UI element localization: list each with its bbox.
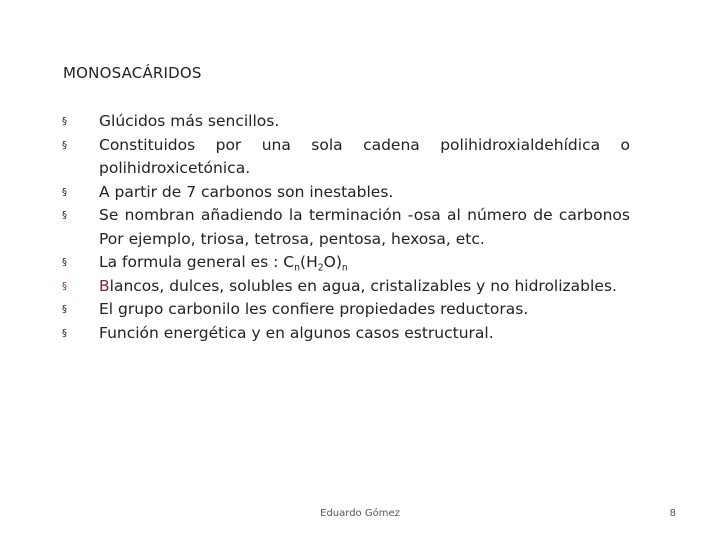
bullet-marker-icon: §	[62, 280, 67, 292]
bullet-marker-icon: §	[62, 210, 67, 221]
bullet-marker-icon: §	[62, 139, 67, 151]
bullet-item	[62, 181, 630, 205]
formula-prefix: La formula general es : C	[99, 253, 295, 271]
bullet-item	[62, 322, 630, 346]
bullet-item	[62, 298, 630, 322]
bullet-text: Constituidos por una sola cadena polihidroxialdehídica o polihidroxicetónica.	[99, 135, 630, 177]
bullet-item	[62, 204, 630, 251]
bullet-list	[62, 110, 630, 345]
bullet-text: El grupo carbonilo les confiere propiedades reductoras.	[99, 300, 529, 318]
bullet-text: Glúcidos más sencillos.	[99, 112, 280, 130]
formula-sub-n: n	[294, 262, 301, 274]
bullet-text: Se nombran añadiendo la terminación -osa al número de carbonos Por ejemplo, triosa, tetrosa, pentosa, hexosa, etc.	[99, 206, 630, 248]
bullet-text: lancos, dulces, solubles en agua, cristalizables y no hidrolizables.	[109, 276, 617, 295]
slide-title: MONOSACÁRIDOS	[63, 64, 202, 82]
bullet-item	[62, 134, 630, 181]
page-number: 8	[669, 508, 676, 519]
bullet-marker-icon: §	[62, 116, 67, 127]
bullet-marker-icon: §	[62, 304, 67, 315]
bullet-text: Función energética y en algunos casos estructural.	[99, 323, 494, 342]
bullet-marker-icon: §	[62, 327, 67, 339]
bullet-first-char: B	[99, 276, 110, 295]
bullet-text: A partir de 7 carbonos son inestables.	[99, 182, 394, 201]
formula-middle: (H	[300, 253, 318, 271]
footer-author: Eduardo Gómez	[320, 508, 400, 519]
bullet-item	[62, 110, 630, 134]
formula-suffix: O)	[323, 253, 342, 271]
bullet-marker-icon: §	[62, 186, 67, 198]
bullet-marker-icon: §	[62, 257, 67, 268]
formula-sub-2: 2	[317, 262, 324, 274]
formula-sub-n-end: n	[341, 262, 348, 274]
bullet-item-accent	[62, 275, 630, 299]
bullet-item-formula	[62, 251, 630, 275]
